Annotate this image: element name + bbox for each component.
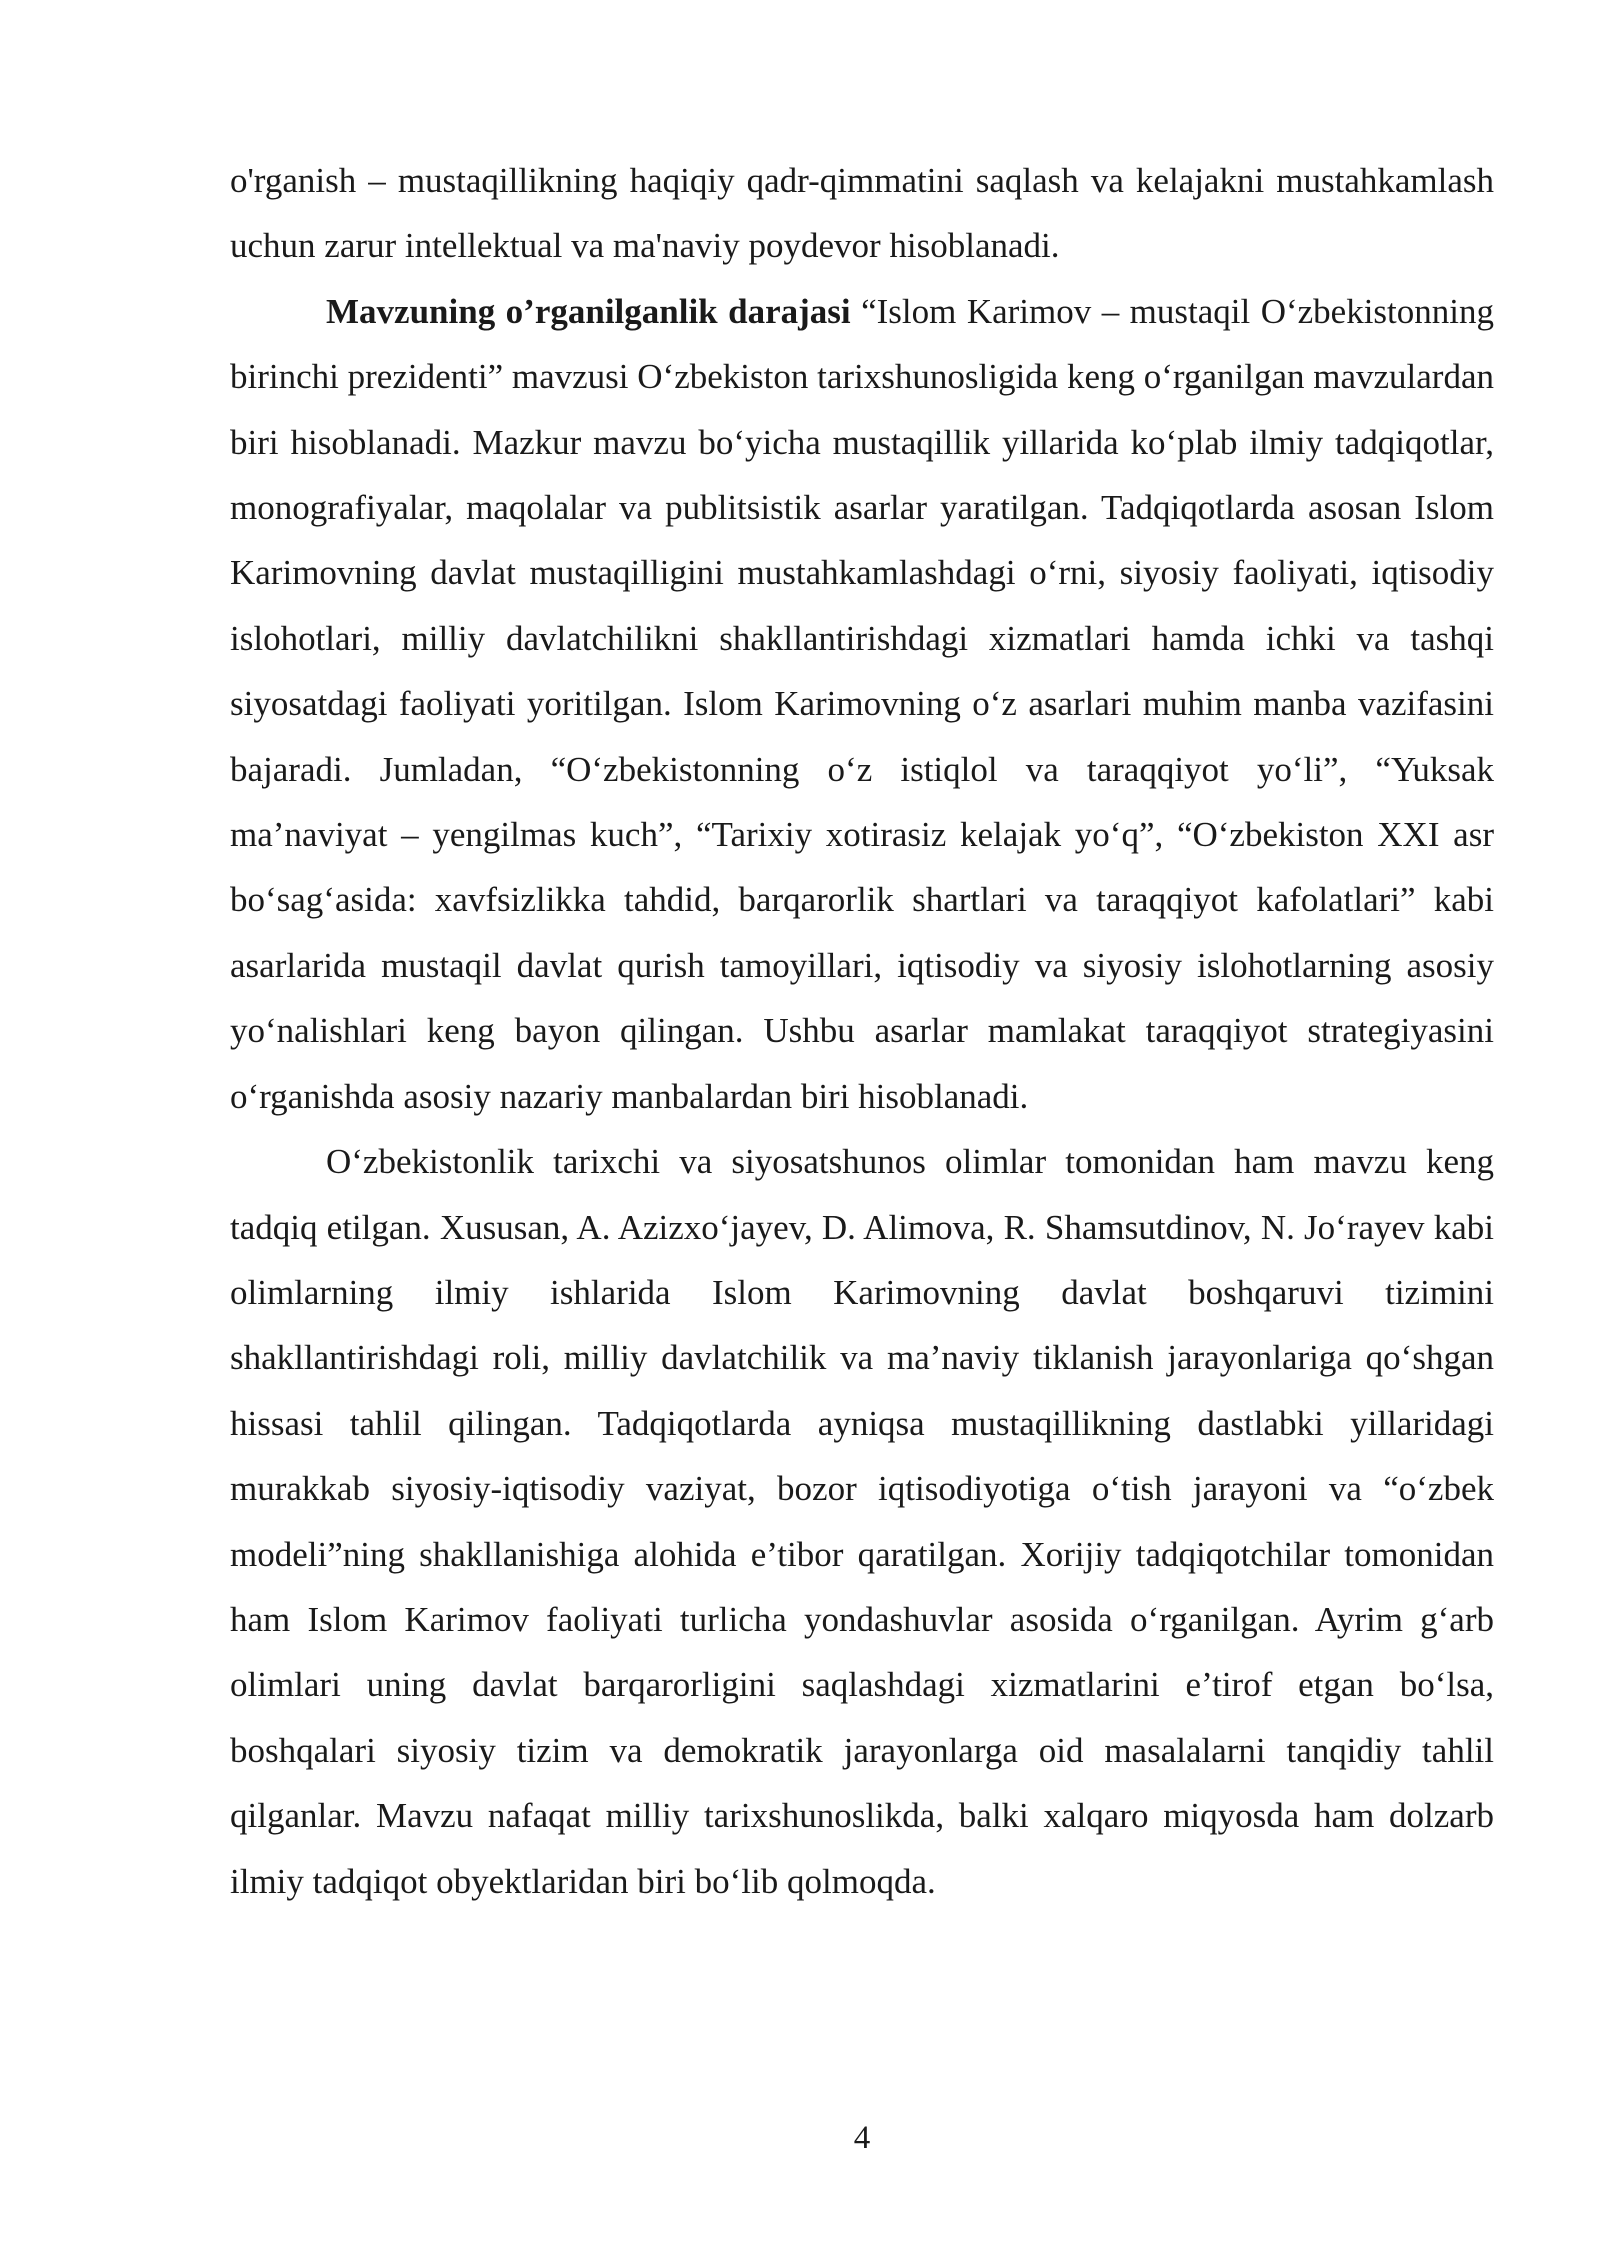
paragraph-3-text: O‘zbekistonlik tarixchi va siyosatshunos olimlar tomonidan ham mavzu keng tadqiq etilgan. Xususan, A. Azizxo‘jayev, D. Alimova, R. Shamsutdinov, N. Jo‘rayev kabi olimlarning ilmiy ishlarida Islom Karimovning davlat boshqaruvi tizimini shakllantirishdagi roli, milliy davlatchilik va ma’naviy tiklanish jarayonlariga qo‘shgan hissasi tahlil qilingan. Tadqiqotlarda ayniqsa mustaqillikning dastlabki yillaridagi murakkab siyosiy-iqtisodiy vaziyat, bozor iqtisodiyotiga o‘tish jarayoni va “o‘zbek modeli”ning shakllanishiga alohida e’tibor qaratilgan. Xorijiy tadqiqotchilar tomonidan ham Islom Karimov faoliyati turlicha yondashuvlar asosida o‘rganilgan. Ayrim g‘arb olimlari uning davlat barqarorligini saqlashdagi xizmatlarini e’tirof etgan bo‘lsa, boshqalari siyosiy tizim va demokratik jarayonlarga oid masalalarni tanqidiy tahlil qilganlar. Mavzu nafaqat milliy tarixshunoslikda, balki xalqaro miqyosda ham dolzarb ilmiy tadqiqot obyektlaridan biri bo‘lib qolmoqda.: [230, 1142, 1494, 1901]
paragraph-3: [230, 1129, 1494, 1914]
paragraph-1-text: o'rganish – mustaqillikning haqiqiy qadr-qimmatini saqlash va kelajakni mustahkamlash uchun zarur intellektual va ma'naviy poydevor hisoblanadi.: [230, 161, 1494, 266]
section-heading: Mavzuning o’rganilganlik darajasi: [326, 291, 851, 331]
paragraph-1: [230, 148, 1494, 279]
page-number: 4: [853, 2120, 871, 2156]
paragraph-2-text: “Islom Karimov – mustaqil O‘zbekistonning birinchi prezidenti” mavzusi O‘zbekiston tarixshunosligida keng o‘rganilgan mavzulardan biri hisoblanadi. Mazkur mavzu bo‘yicha mustaqillik yillarida ko‘plab ilmiy tadqiqotlar, monografiyalar, maqolalar va publitsistik asarlar yaratilgan. Tadqiqotlarda asosan Islom Karimovning davlat mustaqilligini mustahkamlashdagi o‘rni, siyosiy faoliyati, iqtisodiy islohotlari, milliy davlatchilikni shakllantirishdagi xizmatlari hamda ichki va tashqi siyosatdagi faoliyati yoritilgan. Islom Karimovning o‘z asarlari muhim manba vazifasini bajaradi. Jumladan, “O‘zbekistonning o‘z istiqlol va taraqqiyot yo‘li”, “Yuksak ma’naviyat – yengilmas kuch”, “Tarixiy xotirasiz kelajak yo‘q”, “O‘zbekiston XXI asr bo‘sag‘asida: xavfsizlikka tahdid, barqarorlik shartlari va taraqqiyot kafolatlari” kabi asarlarida mustaqil davlat qurish tamoyillari, iqtisodiy va siyosiy islohotlarning asosiy yo‘nalishlari keng bayon qilingan. Ushbu asarlar mamlakat taraqqiyot strategiyasini o‘rganishda asosiy nazariy manbalardan biri hisoblanadi.: [230, 291, 1494, 1116]
paragraph-2: [230, 279, 1494, 1129]
body-text: [230, 148, 1494, 1914]
